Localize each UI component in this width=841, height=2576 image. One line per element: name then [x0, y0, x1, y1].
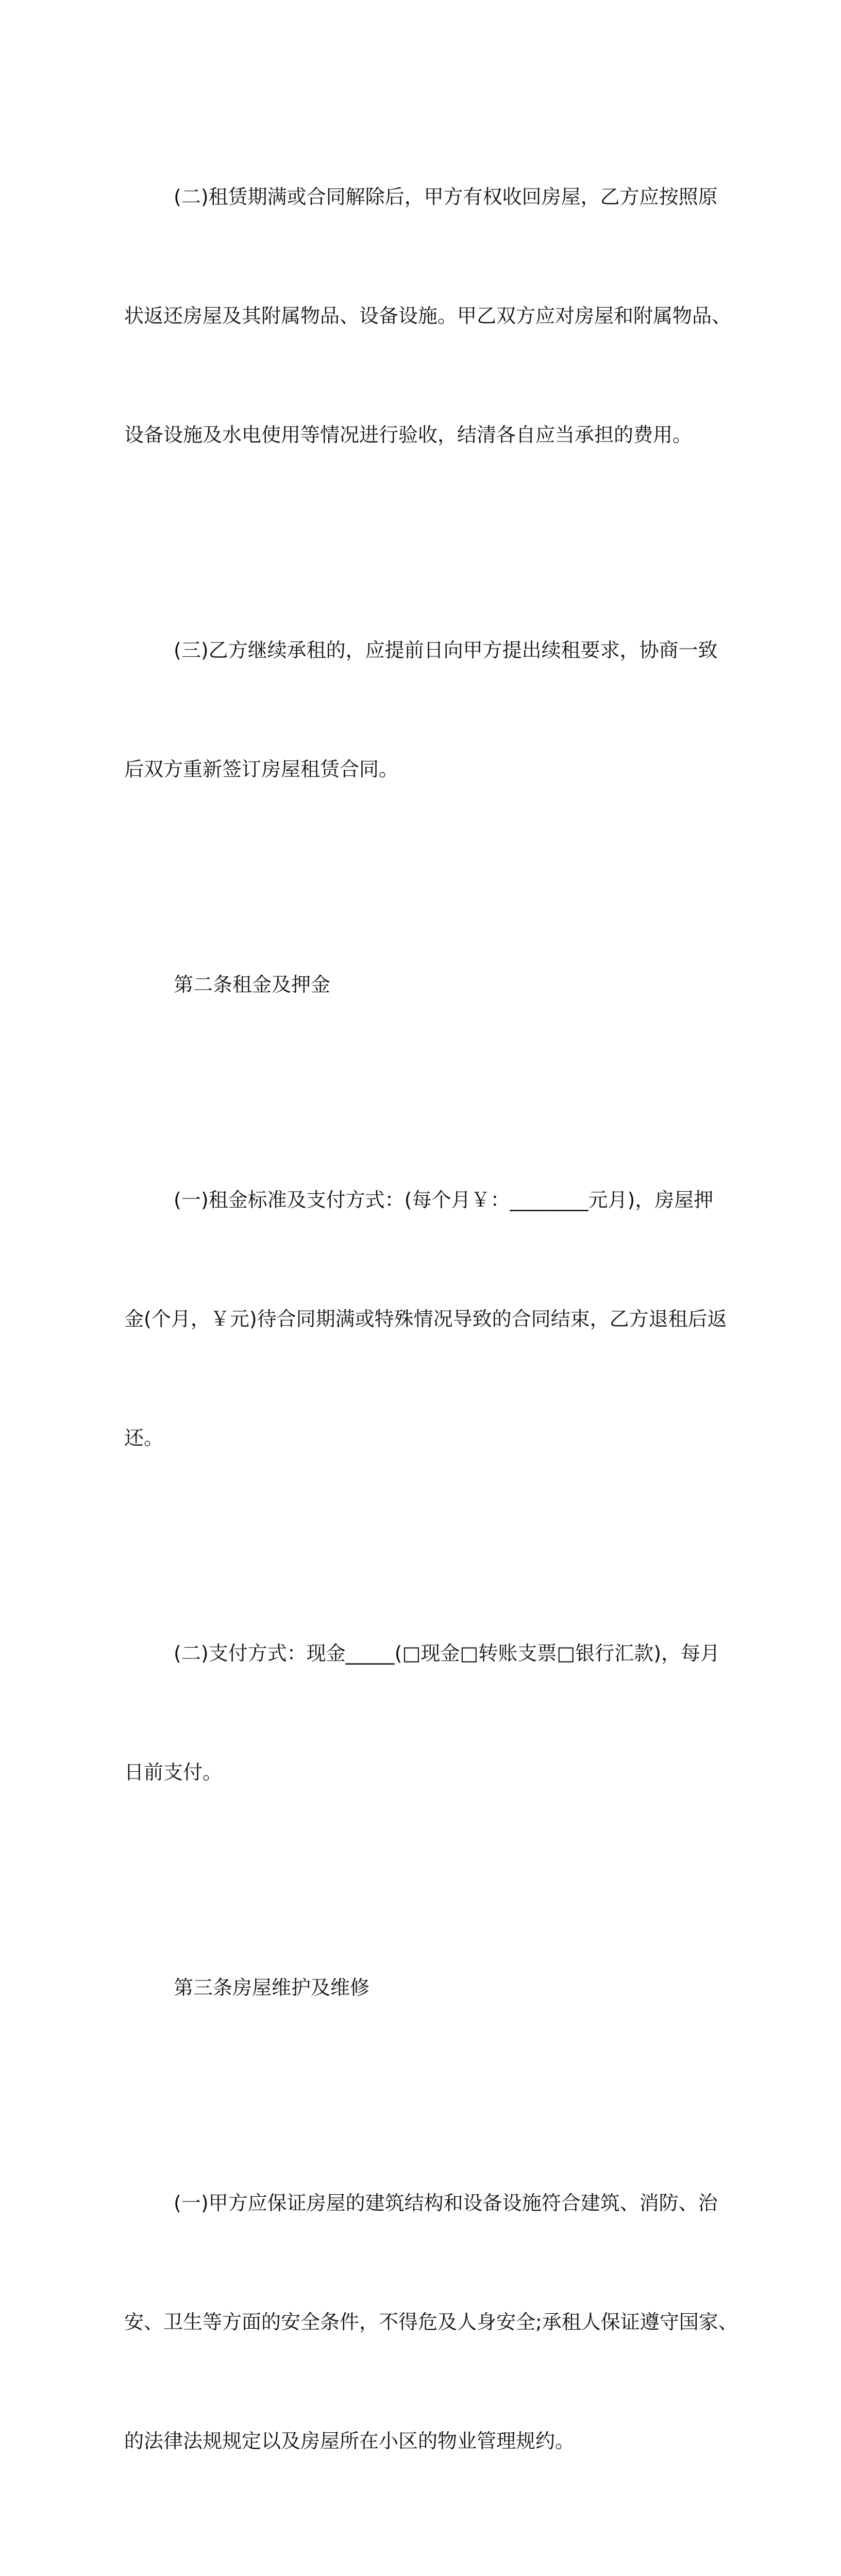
paragraph-termination-return: [124, 98, 732, 534]
paragraph-payment-method: [124, 1554, 720, 1872]
section-heading-text: 第二条租金及押金: [174, 973, 331, 996]
text-line: (二)租赁期满或合同解除后，甲方有权收回房屋，乙方应按照原: [174, 185, 718, 208]
paragraph-joint-maintenance: [124, 2557, 717, 2576]
text-line: 状返还房屋及其附属物品、设备设施。甲乙双方应对房屋和附属物品、: [124, 304, 732, 327]
text-line: 金(个月，￥元)待合同期满或特殊情况导致的合同结束，乙方退租后返: [124, 1308, 727, 1330]
text-line: (二)支付方式：现金_____(□现金□转账支票□银行汇款)，每月: [174, 1642, 720, 1665]
paragraph-safety-obligations: [124, 2104, 738, 2540]
text-line: 日前支付。: [124, 1761, 223, 1784]
text-line: (一)租金标准及支付方式：(每个月￥：________元月)，房屋押: [174, 1189, 714, 1211]
paragraph-renewal: [124, 551, 717, 869]
section-heading-text: 第三条房屋维护及维修: [174, 1976, 370, 1999]
text-line: 的法律法规规定以及房屋所在小区的物业管理规约。: [124, 2430, 575, 2452]
document-body: [124, 98, 738, 2576]
text-line: (一)甲方应保证房屋的建筑结构和设备设施符合建筑、消防、治: [174, 2192, 718, 2214]
paragraph-rent-standard: [124, 1101, 727, 1537]
text-line: 还。: [124, 1427, 164, 1449]
text-line: 后双方重新签订房屋租赁合同。: [124, 758, 399, 781]
section-heading-rent-deposit: [124, 886, 717, 1084]
text-line: 安、卫生等方面的安全条件，不得危及人身安全;承租人保证遵守国家、: [124, 2311, 738, 2333]
text-line: 设备设施及水电使用等情况进行验收，结清各自应当承担的费用。: [124, 423, 693, 446]
section-heading-maintenance: [124, 1889, 717, 2087]
text-line: (三)乙方继续承租的，应提前日向甲方提出续租要求，协商一致: [174, 639, 718, 662]
